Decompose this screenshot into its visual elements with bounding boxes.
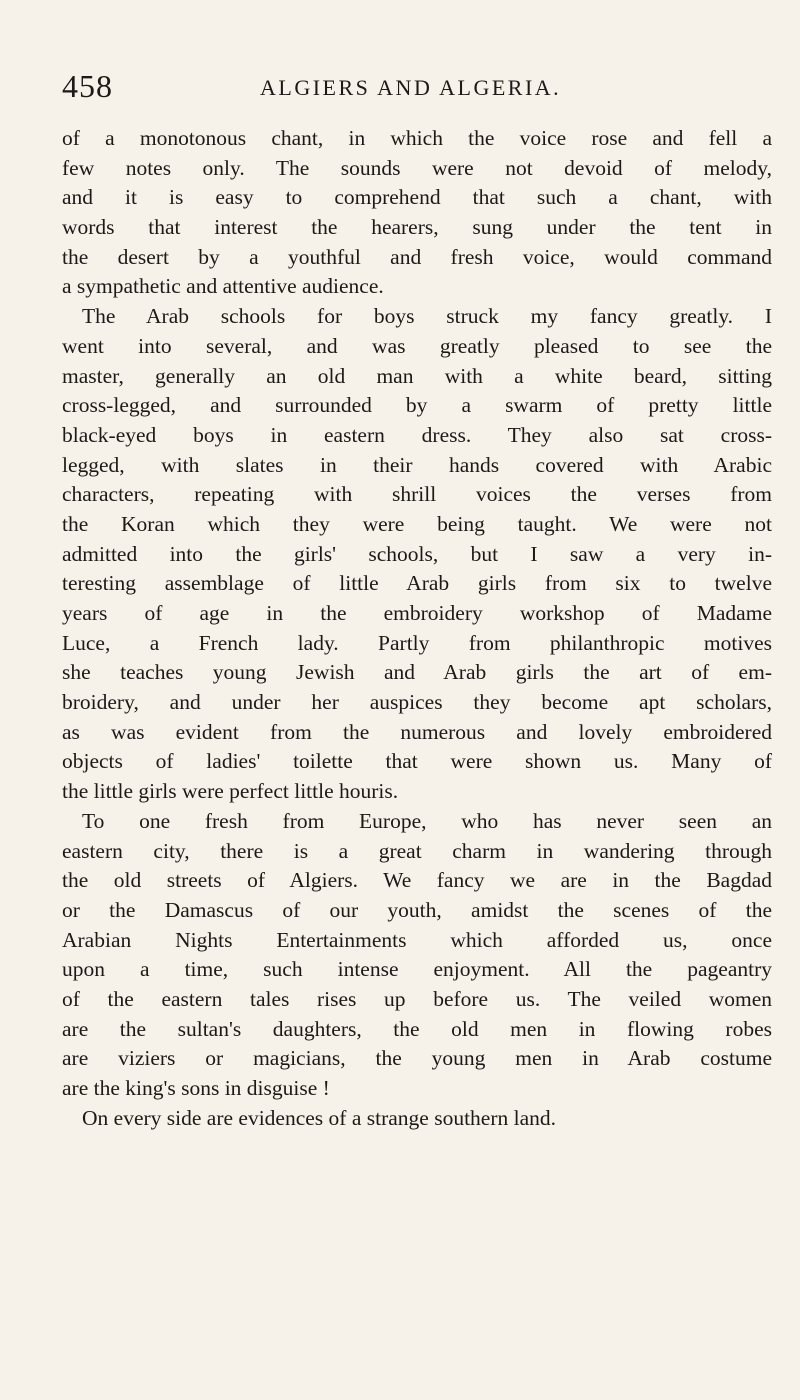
text-line: master, generally an old man with a white beard, sitting — [62, 363, 772, 388]
text-line: years of age in the embroidery workshop of Madame — [62, 601, 772, 625]
text-line: To one fresh from Europe, who has never seen an — [82, 808, 772, 833]
text-line: Arabian Nights Entertainments which afforded us, once — [62, 927, 772, 952]
text-line: cross-legged, and surrounded by a swarm of pretty little — [62, 393, 772, 418]
text-line: words that interest the hearers, sung under the tent in — [62, 215, 772, 240]
text-line: are the sultan's daughters, the old men in flowing robes — [62, 1016, 772, 1041]
text-line: broidery, and under her auspices they become apt scholars, — [62, 690, 772, 715]
text-line: objects of ladies' toilette that were shown us. Many of — [62, 749, 772, 774]
text-line: few notes only. The sounds were not devoid of melody, — [62, 155, 772, 180]
text-line: are viziers or magicians, the young men in Arab costume — [62, 1046, 772, 1071]
text-line: of the eastern tales rises up before us. The veiled women — [62, 986, 772, 1011]
text-line: of a monotonous chant, in which the voice rose and fell a — [62, 126, 772, 150]
text-line: the little girls were perfect little houris. — [62, 779, 399, 804]
text-line: and it is easy to comprehend that such a chant, with — [62, 185, 772, 210]
text-line: characters, repeating with shrill voices the verses from — [62, 482, 772, 507]
text-line: or the Damascus of our youth, amidst the scenes of the — [62, 897, 772, 922]
running-head: ALGIERS AND ALGERIA. — [260, 75, 562, 100]
page-number: 458 — [62, 68, 113, 104]
text-line: the Koran which they were being taught. We were not — [62, 511, 772, 536]
text-line: Luce, a French lady. Partly from philanthropic motives — [62, 630, 772, 655]
body-text — [62, 124, 772, 1133]
text-line: admitted into the girls' schools, but I saw a very in- — [62, 541, 772, 566]
text-line: teresting assemblage of little Arab girls from six to twelve — [62, 571, 772, 596]
page-header — [62, 64, 772, 108]
text-line: black-eyed boys in eastern dress. They also sat cross- — [62, 422, 772, 447]
text-line: upon a time, such intense enjoyment. All the pageantry — [62, 957, 772, 982]
text-line: legged, with slates in their hands covered with Arabic — [62, 452, 772, 477]
text-line: eastern city, there is a great charm in wandering through — [62, 838, 772, 863]
text-line: the desert by a youthful and fresh voice, would command — [62, 244, 772, 269]
text-line: are the king's sons in disguise ! — [62, 1076, 330, 1100]
text-line: went into several, and was greatly pleased to see the — [62, 333, 772, 358]
text-line: the old streets of Algiers. We fancy we are in the Bagdad — [62, 868, 772, 893]
text-line: she teaches young Jewish and Arab girls the art of em- — [62, 660, 772, 685]
text-line: as was evident from the numerous and lovely embroidered — [62, 719, 772, 744]
text-line: a sympathetic and attentive audience. — [62, 274, 384, 299]
text-line: The Arab schools for boys struck my fancy greatly. I — [82, 304, 772, 329]
text-line: On every side are evidences of a strange southern land. — [82, 1105, 557, 1130]
